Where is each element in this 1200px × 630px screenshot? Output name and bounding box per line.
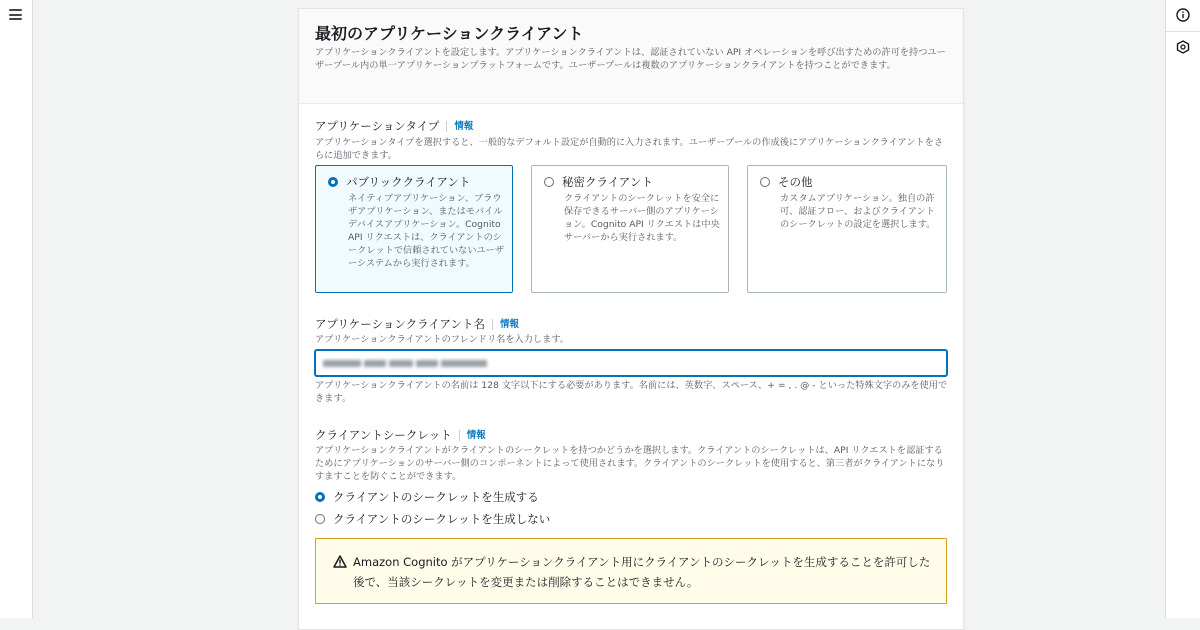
- tile-other[interactable]: [747, 165, 947, 293]
- radio-other[interactable]: [760, 177, 770, 187]
- hexagon-icon[interactable]: [1176, 40, 1190, 54]
- client-secret-section: [315, 428, 949, 483]
- client-name-description: アプリケーションクライアントのフレンドリ名を入力します。: [315, 334, 569, 345]
- left-nav-rail: [0, 0, 33, 618]
- tile-title: その他: [778, 175, 813, 189]
- radio-generate-secret[interactable]: [315, 492, 325, 502]
- client-name-section: [315, 317, 949, 346]
- client-secret-label: クライアントシークレット: [315, 428, 452, 442]
- client-secret-description: アプリケーションクライアントがクライアントのシークレットを持つかどうかを選択します。クライアントのシークレットは、API リクエストを認証するためにアプリケーションのサーバー側のコンポーネントによって使用されます。クライアントのシークレットを使用すると、第三者がクライアントになりすますことを防ぐことができます。: [315, 445, 945, 482]
- tile-description: カスタムアプリケーション。独自の許可、認証フロー、およびクライアントのシークレットの設定を選択します。: [780, 193, 936, 230]
- radio-generate-secret-row[interactable]: [315, 490, 539, 504]
- tile-title: 秘密クライアント: [562, 175, 653, 189]
- tools-rail: [1165, 0, 1200, 618]
- tile-description: クライアントのシークレットを安全に保存できるサーバー側のアプリケーション。Cognito API リクエストは中央サーバーから実行されます。: [564, 193, 720, 243]
- radio-no-secret-label: クライアントのシークレットを生成しない: [333, 512, 551, 526]
- app-type-description: アプリケーションタイプを選択すると、一般的なデフォルト設定が自動的に入力されます。ユーザープールの作成後にアプリケーションクライアントをさらに追加できます。: [315, 137, 944, 161]
- radio-confidential-client[interactable]: [544, 177, 554, 187]
- radio-no-secret-row[interactable]: [315, 512, 550, 526]
- app-type-label: アプリケーションタイプ: [315, 119, 440, 133]
- warning-icon: [333, 555, 347, 568]
- hamburger-menu-icon[interactable]: [9, 9, 22, 20]
- client-name-info-link[interactable]: 情報: [492, 319, 519, 330]
- radio-public-client[interactable]: [328, 177, 338, 187]
- tools-divider: [1166, 31, 1200, 32]
- radio-generate-secret-label: クライアントのシークレットを生成する: [333, 490, 539, 504]
- tile-title: パブリッククライアント: [346, 175, 471, 189]
- warning-text: Amazon Cognito がアプリケーションクライアント用にクライアントのシークレットを生成することを許可した後で、当該シークレットを変更または削除することはできません。: [353, 555, 931, 589]
- app-client-container: [298, 8, 964, 630]
- redacted-input-value: [323, 358, 491, 368]
- app-type-tiles: [315, 165, 949, 297]
- app-type-section: [315, 119, 949, 162]
- container-header: [299, 9, 963, 104]
- tile-confidential-client[interactable]: [531, 165, 729, 293]
- client-name-constraint: アプリケーションクライアントの名前は 128 文字以下にする必要があります。名前には、英数字、スペース、+ = , . @ - といった特殊文字のみを使用できます。: [315, 380, 948, 404]
- warning-alert: [315, 538, 947, 604]
- info-icon[interactable]: [1176, 8, 1190, 22]
- tile-description: ネイティブアプリケーション、ブラウザアプリケーション、またはモバイルデバイスアプリケーション。Cognito API リクエストは、クライアントのシークレットで信頼されていないユーザーシステムから実行されます。: [348, 193, 505, 269]
- client-name-label: アプリケーションクライアント名: [315, 317, 485, 331]
- app-type-info-link[interactable]: 情報: [446, 121, 473, 132]
- container-description: アプリケーションクライアントを設定します。アプリケーションクライアントは、認証されていない API オペレーションを呼び出すための許可を持つユーザープール内の単一アプリケーションプラットフォームです。ユーザープールは複数のアプリケーションクライアントを持つことができます。: [315, 47, 946, 71]
- tile-public-client[interactable]: [315, 165, 513, 293]
- client-secret-info-link[interactable]: 情報: [459, 430, 486, 441]
- container-title: 最初のアプリケーションクライアント: [315, 24, 584, 43]
- radio-no-secret[interactable]: [315, 514, 325, 524]
